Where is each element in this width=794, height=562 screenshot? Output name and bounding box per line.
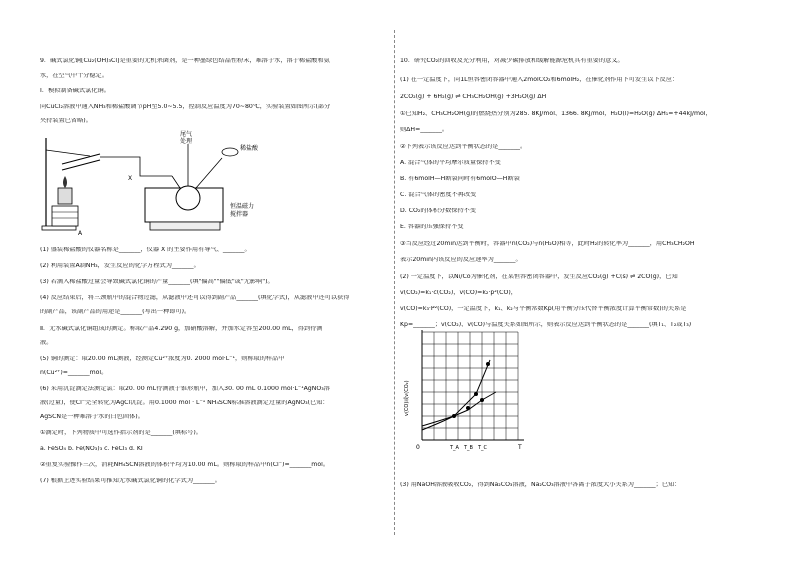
q10-sub1g: 表示20min内该反应的反应速率为_______。 bbox=[400, 257, 522, 263]
curve-co2 bbox=[422, 392, 496, 426]
option-b: B. 有6molH—H断裂同时有6molO—H断裂 bbox=[400, 176, 520, 182]
label-treat: 处理 bbox=[180, 138, 193, 145]
burner bbox=[58, 188, 72, 204]
q10-sub1f: ③当反应经过20min达到平衡时，容器中n(CO₂)与n(H₂O)相等，此时H₂的转化率为_______，用CH₃CH₂OH bbox=[400, 241, 695, 247]
q10-sub2a: (2) 一定温度下，以Ni/Co为催化剂，在某恒容密闭容器中，发生反应CO₂(g) +C(s) ⇌ 2CO(g)，已知 bbox=[400, 274, 678, 280]
q9-sub6d: ①滴定时，下列物质中可选作指示剂的是_______(填标号)。 bbox=[40, 430, 202, 436]
option-a: A. 混合气体的平均摩尔质量保持不变 bbox=[400, 160, 501, 166]
point-tb-low bbox=[466, 406, 470, 410]
q10-sub2b: v(CO₂)=k₁·c(CO₂)，v(CO)=k₂·p²(CO)， bbox=[400, 290, 517, 296]
apparatus-figure bbox=[40, 128, 270, 238]
label-stirrer-1: 恒温磁力 bbox=[230, 203, 255, 210]
label-a: A bbox=[78, 230, 83, 237]
option-e: E. 容器的压强保持不变 bbox=[400, 224, 464, 230]
flame bbox=[63, 176, 67, 188]
point-tc bbox=[480, 398, 484, 402]
dropping-funnel bbox=[222, 148, 238, 156]
q10-sub2c: v(CO)=k₃·P²(CO)，一定温度下，k₁、k₂与平衡常数Kp(用平衡分压代替平衡浓度计算平衡常数)的关系是 bbox=[400, 306, 687, 312]
q9-procedure-cont: 夹持装置已省略)。 bbox=[40, 118, 92, 124]
q9-sub6f: ②重复实验操作三次，消耗NH₄SCN溶液的体积平均为10.00 mL。则称取的样品中n(Cl⁻)=_______mol。 bbox=[40, 462, 330, 468]
tick-tb: T_B bbox=[464, 445, 473, 451]
q9-part2-cont: 液。 bbox=[40, 340, 53, 346]
q9-sub4a: (4) 反应结束后，将三颈瓶中的混合物过滤，从滤液中还可以得到副产品_______(填化学式)，从滤液中还可以获得 bbox=[40, 295, 350, 301]
curve-co bbox=[422, 360, 490, 430]
q9-sub6c: AgSCN是一种难溶于水的白色固体)。 bbox=[40, 414, 144, 420]
q9-sub7: (7) 根据上述实验结果可推知无水碱式氯化铜的化学式为_______。 bbox=[40, 478, 221, 484]
q9-stem-line2: 水，在空气中十分稳定。 bbox=[40, 73, 109, 79]
burner-stand bbox=[52, 206, 78, 226]
gas-tube bbox=[100, 157, 172, 176]
q9-stem-line1: 9．碱式氯化铜[Cu₂(OH)₃Cl]是重要的无机杀菌剂，是一种墨绿色结晶性粉末，难溶于水，溶于稀盐酸和氨 bbox=[40, 58, 330, 64]
graph-y-label: v(CO)或v(CO₂) bbox=[404, 380, 410, 416]
q9-sub6a: (6) 采用沉淀滴定法测定氯：取20. 00 mL待测液于锥形瓶中，加入30. 00 mL 0.1000 mol·L⁻¹AgNO₃溶 bbox=[40, 386, 330, 392]
q9-procedure: 向CuCl₂溶液中通入NH₃和稀盐酸调节pH至5.0~5.5，控制反应温度为70~80℃，实验装置如图所示(部分 bbox=[40, 104, 331, 110]
q9-sub6e: a. FeSO₄ b. Fe(NO₃)₃ c. FeCl₃ d. KI bbox=[40, 446, 143, 452]
q10-stem: 10．研究CO₂的回收及充分利用，对减少碳排放和缓解能源危机具有重要的意义。 bbox=[400, 58, 624, 64]
stand-base bbox=[42, 226, 76, 230]
q10-sub2d: Kp=_______；v(CO₂)、v(CO)与温度关系如图所示，则表示反应达到平衡状态的是_______(填T₁、T₂或T₃) bbox=[400, 322, 692, 328]
label-x: X bbox=[128, 175, 133, 182]
point-top bbox=[486, 362, 490, 366]
rate-temperature-graph bbox=[402, 330, 532, 462]
label-stirrer-2: 搅拌器 bbox=[230, 211, 249, 218]
q10-sub1c: ①已知H₂、CH₃CH₂OH(g)的燃烧热分别为285. 8KJ/mol、1366. 8KJ/mol，H₂O(l)=H₂O(g) ΔH₁=+44kJ/mol， bbox=[400, 111, 712, 117]
point-tb-high bbox=[474, 392, 478, 396]
q10-sub1d: 则ΔH=_______。 bbox=[400, 127, 449, 133]
q9-sub5a: (5) 铜的测定：取20.00 mL测液，经测定Cu²⁺浓度为0. 2000 mol·L⁻¹，则称取的样品中 bbox=[40, 356, 285, 362]
clamp-arm bbox=[46, 150, 90, 156]
q9-sub6b: 液(过量)，使Cl⁻完全转化为AgCl沉淀。用0.1000 mol · L⁻¹ NH₄SCN标准溶液滴定过量的AgNO₃(已知： bbox=[40, 400, 329, 406]
option-d: D. CO₂的体积分数保持不变 bbox=[400, 208, 477, 214]
q9-sub1: (1) 盛装稀盐酸的仪器名称是_______，仪器 X 的主要作用有导气、_______。 bbox=[40, 247, 251, 253]
q9-part2: Ⅱ．无水碱式氯化铜组成的测定。称取产品4.290 g，加硝酸溶解，并加水定容至200.00 mL，得到待测 bbox=[40, 326, 323, 332]
q10-sub1e: ②下列表示该反应达到平衡状态的是_______。 bbox=[400, 144, 527, 150]
q10-sub1a: (1) 在一定温度下，向1L恒容密闭容器中通入2molCO₂和6molH₂，在催化剂作用下可发生以下反应： bbox=[400, 77, 679, 83]
magnetic-stirrer bbox=[150, 222, 220, 230]
point-ta bbox=[452, 414, 456, 418]
test-tube-top bbox=[62, 154, 100, 164]
q9-part1-heading: Ⅰ．模拟制备碱式氯化铜。 bbox=[40, 88, 110, 94]
tick-ta: T_A bbox=[450, 445, 459, 451]
column-divider bbox=[394, 30, 395, 535]
label-tail-gas: 尾气 bbox=[180, 131, 193, 138]
q9-sub5b: n(Cu²⁺)=_______mol。 bbox=[40, 370, 108, 376]
option-c: C. 混合气体的密度不再改变 bbox=[400, 192, 477, 198]
q10-sub3: (3) 用NaOH溶液吸收CO₂，得到Na₂CO₃溶液，Na₂CO₃溶液中各离子浓度大小关系为_______；已知： bbox=[400, 482, 681, 488]
q9-sub3: (3) 若滴入稀盐酸过量会导致碱式氯化铜的产量_______(填"偏高""偏低"或"无影响")。 bbox=[40, 279, 274, 285]
q9-sub2: (2) 利用装置A制NH₃，发生反应的化学方程式为_______。 bbox=[40, 263, 200, 269]
label-hcl: 稀盐酸 bbox=[240, 145, 259, 152]
q10-equation: 2CO₂(g) + 6H₂(g) ⇌ CH₃CH₂OH(g) +3H₂O(g) ΔH bbox=[400, 94, 547, 100]
graph-origin: 0 bbox=[416, 444, 420, 451]
graph-x-label: T bbox=[518, 444, 522, 451]
three-neck-flask bbox=[176, 186, 200, 210]
q9-sub4b: 的副产品，该副产品的用途是_______(写出一种即可)。 bbox=[40, 309, 191, 315]
tick-tc: T_C bbox=[478, 445, 488, 451]
